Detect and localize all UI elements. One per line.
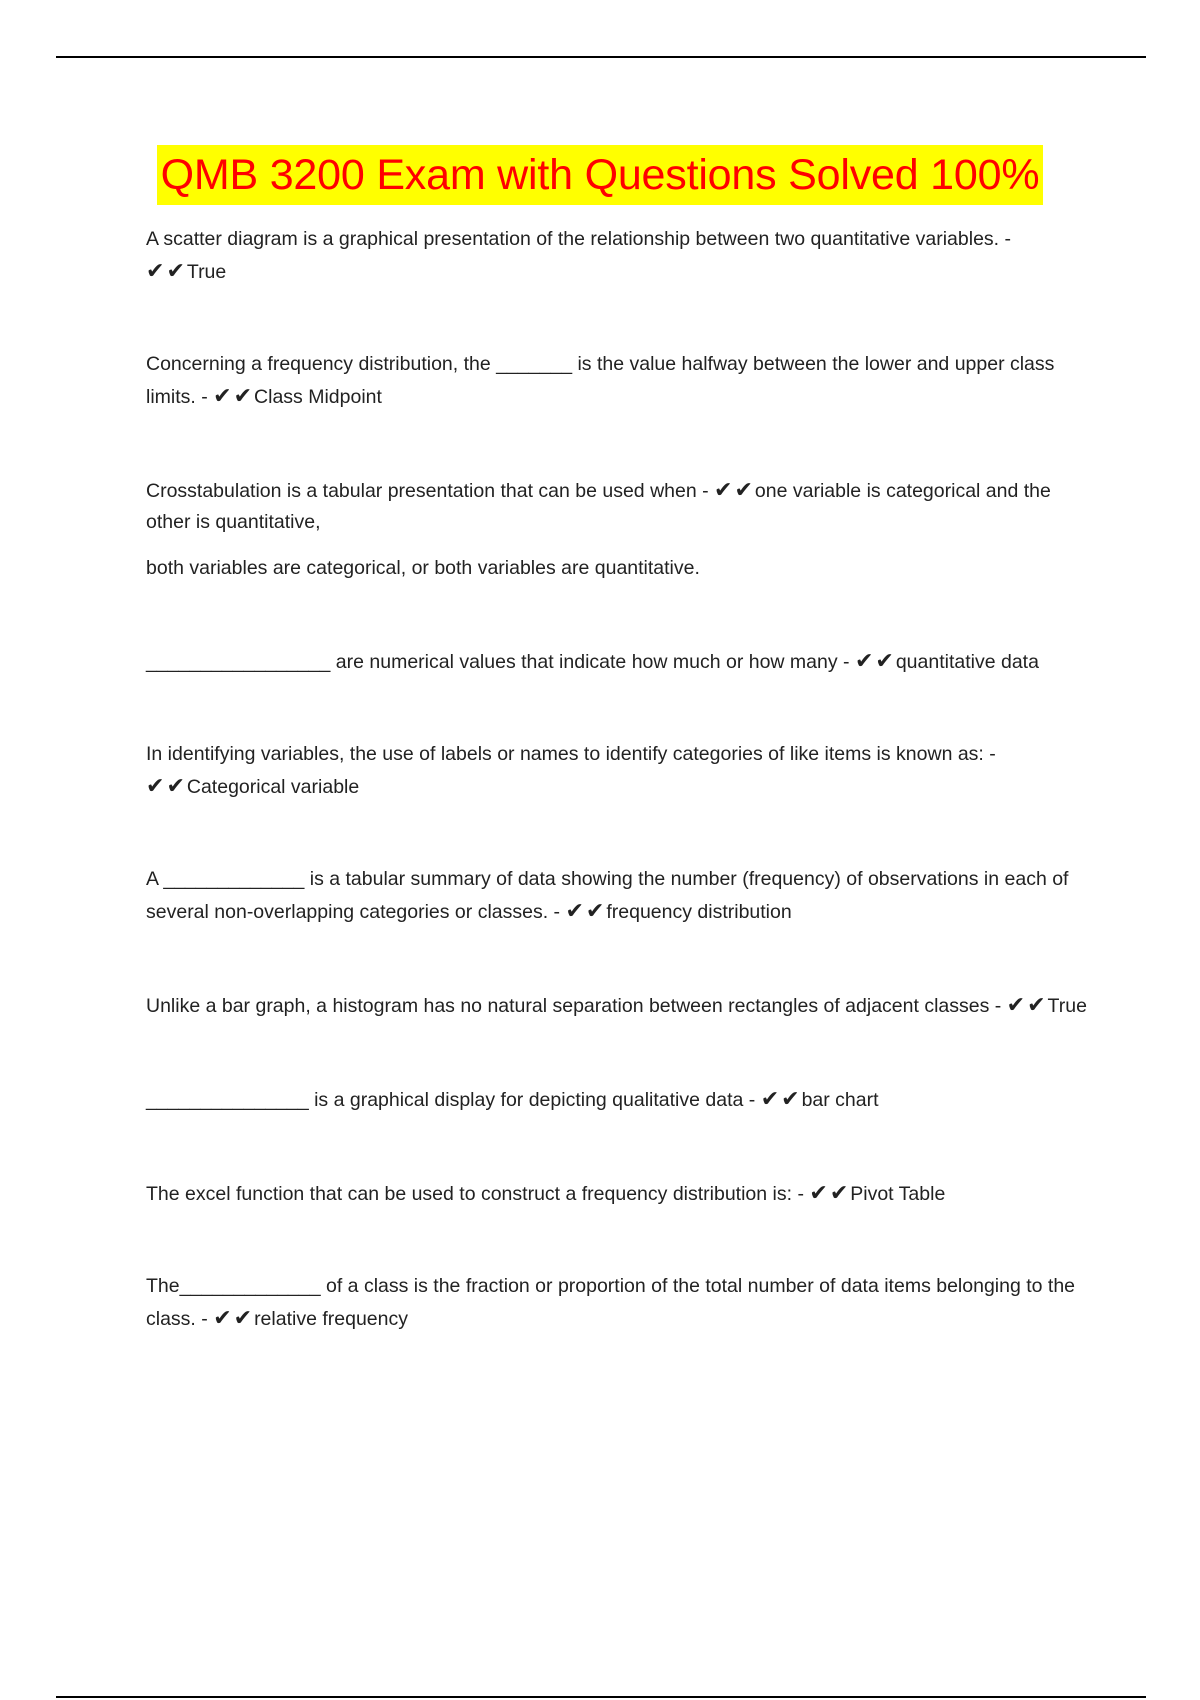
question-text: The_____________ of a class is the fraction or proportion of the total number of data items belonging to the class. - bbox=[146, 1275, 1076, 1330]
answer-continuation: both variables are categorical, or both variables are quantitative. bbox=[146, 557, 700, 579]
qa-item bbox=[146, 989, 1091, 1022]
question-text: In identifying variables, the use of labels or names to identify categories of like items is known as: - bbox=[146, 743, 996, 765]
question-text: Concerning a frequency distribution, the _______ is the value halfway between the lower and upper class limits. - bbox=[146, 353, 1055, 408]
answer-text: True bbox=[186, 261, 227, 283]
question-text: _______________ is a graphical display for depicting qualitative data - bbox=[146, 1089, 756, 1111]
top-rule bbox=[56, 56, 1146, 58]
qa-item bbox=[146, 349, 1091, 413]
qa-item bbox=[146, 1177, 1091, 1210]
question-text: The excel function that can be used to construct a frequency distribution is: - bbox=[146, 1183, 804, 1205]
title-container bbox=[0, 145, 1200, 205]
check-icon: ✔ bbox=[1027, 992, 1046, 1017]
answer-text: one variable is categorical and the other is quantitative, bbox=[146, 480, 1051, 533]
qa-item bbox=[146, 739, 1091, 803]
check-icon: ✔ bbox=[829, 1180, 849, 1205]
answer-text: Pivot Table bbox=[850, 1183, 946, 1205]
check-icon: ✔ bbox=[781, 1086, 800, 1111]
check-icon: ✔ bbox=[233, 383, 253, 408]
answer-text: True bbox=[1047, 995, 1087, 1017]
check-icon: ✔ bbox=[585, 898, 605, 923]
qa-item bbox=[146, 645, 1091, 678]
question-text: Unlike a bar graph, a histogram has no natural separation between rectangles of adjacent classes - bbox=[146, 995, 1002, 1017]
qa-item bbox=[146, 1083, 1091, 1116]
qa-item bbox=[146, 1271, 1091, 1335]
check-icon: ✔ bbox=[760, 1086, 780, 1111]
check-icon: ✔ bbox=[213, 383, 232, 408]
check-icon: ✔ bbox=[1006, 992, 1026, 1017]
question-text: _________________ are numerical values that indicate how much or how many - bbox=[146, 651, 850, 673]
check-icon: ✔ bbox=[809, 1180, 828, 1205]
qa-item bbox=[146, 864, 1091, 928]
check-icon: ✔ bbox=[875, 648, 894, 673]
check-icon: ✔ bbox=[714, 477, 733, 502]
question-text: A _____________ is a tabular summary of data showing the number (frequency) of observations in each of several non-overlapping categories or classes. - bbox=[146, 868, 1069, 923]
answer-text: Class Midpoint bbox=[254, 386, 382, 408]
check-icon: ✔ bbox=[166, 258, 185, 283]
answer-text: bar chart bbox=[801, 1089, 879, 1111]
answer-text: Categorical variable bbox=[186, 776, 360, 798]
answer-text: quantitative data bbox=[895, 651, 1039, 673]
qa-list bbox=[146, 224, 1091, 1335]
qa-item bbox=[146, 474, 1091, 584]
page-title: QMB 3200 Exam with Questions Solved 100% bbox=[157, 145, 1044, 205]
answer-text: relative frequency bbox=[254, 1308, 408, 1330]
answer-text: frequency distribution bbox=[606, 901, 792, 923]
check-icon: ✔ bbox=[213, 1305, 232, 1330]
check-icon: ✔ bbox=[166, 773, 185, 798]
question-text: Crosstabulation is a tabular presentation that can be used when - bbox=[146, 480, 709, 502]
check-icon: ✔ bbox=[233, 1305, 253, 1330]
bottom-rule bbox=[56, 1696, 1146, 1698]
check-icon: ✔ bbox=[146, 258, 165, 283]
check-icon: ✔ bbox=[146, 773, 165, 798]
qa-item bbox=[146, 224, 1091, 288]
question-text: A scatter diagram is a graphical presentation of the relationship between two quantitative variables. - bbox=[146, 228, 1011, 250]
check-icon: ✔ bbox=[734, 477, 753, 502]
check-icon: ✔ bbox=[854, 648, 874, 673]
check-icon: ✔ bbox=[565, 898, 584, 923]
